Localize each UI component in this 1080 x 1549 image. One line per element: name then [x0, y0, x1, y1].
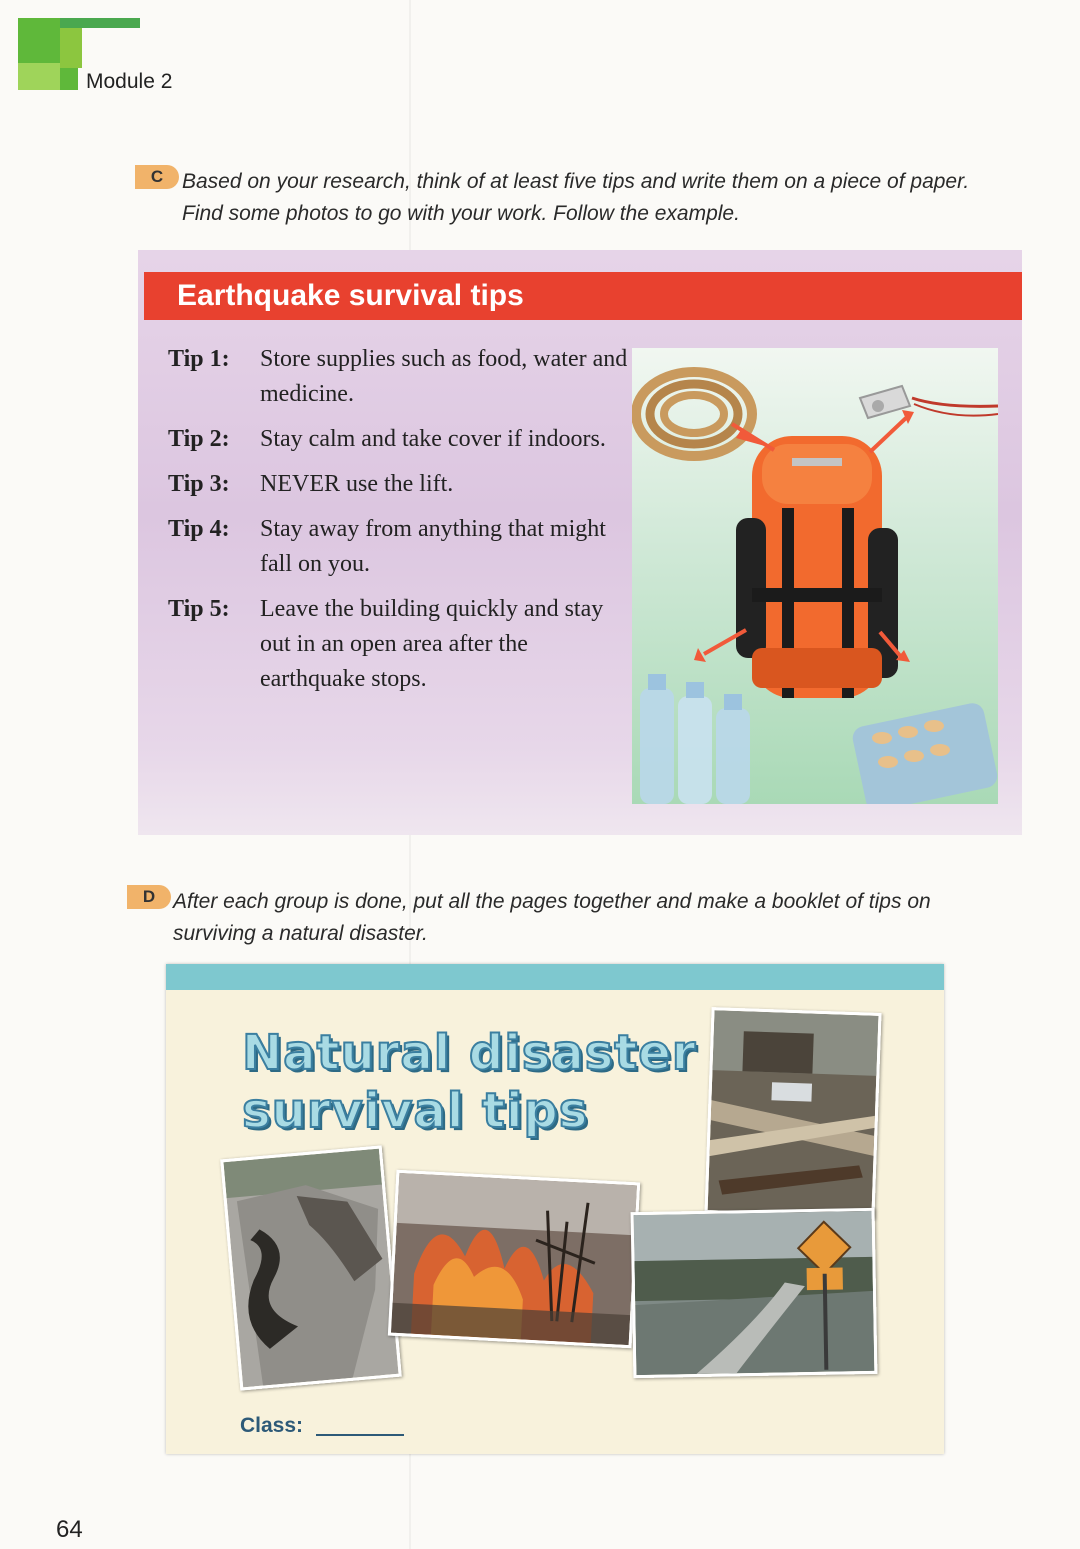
task-badge-c: C [135, 165, 179, 189]
tip-text: Leave the building quickly and stay out in an open area after the earthquake stops. [260, 596, 604, 692]
class-blank-line [316, 1434, 404, 1436]
tip-item [168, 422, 628, 457]
page-number: 64 [56, 1516, 83, 1543]
wildfire-photo [388, 1170, 640, 1349]
tip-item [168, 342, 628, 412]
booklet-top-band [166, 964, 944, 990]
booklet-title-line2: survival tips [242, 1083, 589, 1139]
tips-list [168, 342, 628, 707]
panel-title: Earthquake survival tips [144, 272, 1022, 320]
medicine-pack-icon [851, 701, 998, 804]
tip-number: Tip 5: [168, 596, 230, 622]
module-label: Module 2 [86, 70, 173, 93]
whistle-icon [860, 386, 998, 418]
storm-debris-photo [704, 1007, 881, 1219]
tip-text: NEVER use the lift. [260, 471, 454, 497]
flood-road-photo [631, 1208, 878, 1378]
booklet-cover [166, 964, 944, 1454]
tip-number: Tip 1: [168, 346, 230, 372]
tip-item [168, 592, 628, 697]
water-bottles-icon [640, 674, 750, 804]
tip-number: Tip 4: [168, 516, 230, 542]
tip-text: Stay away from anything that might fall on you. [260, 516, 606, 577]
rope-icon [636, 372, 752, 456]
backpack-icon [736, 436, 898, 698]
tip-number: Tip 2: [168, 426, 230, 452]
class-label: Class: [240, 1414, 304, 1437]
survival-kit-photo [632, 348, 998, 804]
tip-text: Store supplies such as food, water and medicine. [260, 346, 628, 407]
survival-kit-illustration [632, 348, 998, 804]
booklet-title [242, 1024, 702, 1140]
earthquake-tips-panel [138, 250, 1022, 835]
task-badge-d: D [127, 885, 171, 909]
tip-text: Stay calm and take cover if indoors. [260, 426, 606, 452]
task-d-instruction: After each group is done, put all the pages together and make a booklet of tips on surviving a natural disaster. [173, 890, 931, 945]
earthquake-crack-photo [220, 1145, 402, 1390]
booklet-title-line1: Natural disaster [242, 1025, 697, 1081]
tip-number: Tip 3: [168, 471, 230, 497]
tip-item [168, 467, 628, 502]
task-c-instruction: Based on your research, think of at least five tips and write them on a piece of paper. Find some photos to go with your work. Follow the example. [182, 170, 970, 225]
tip-item [168, 512, 628, 582]
